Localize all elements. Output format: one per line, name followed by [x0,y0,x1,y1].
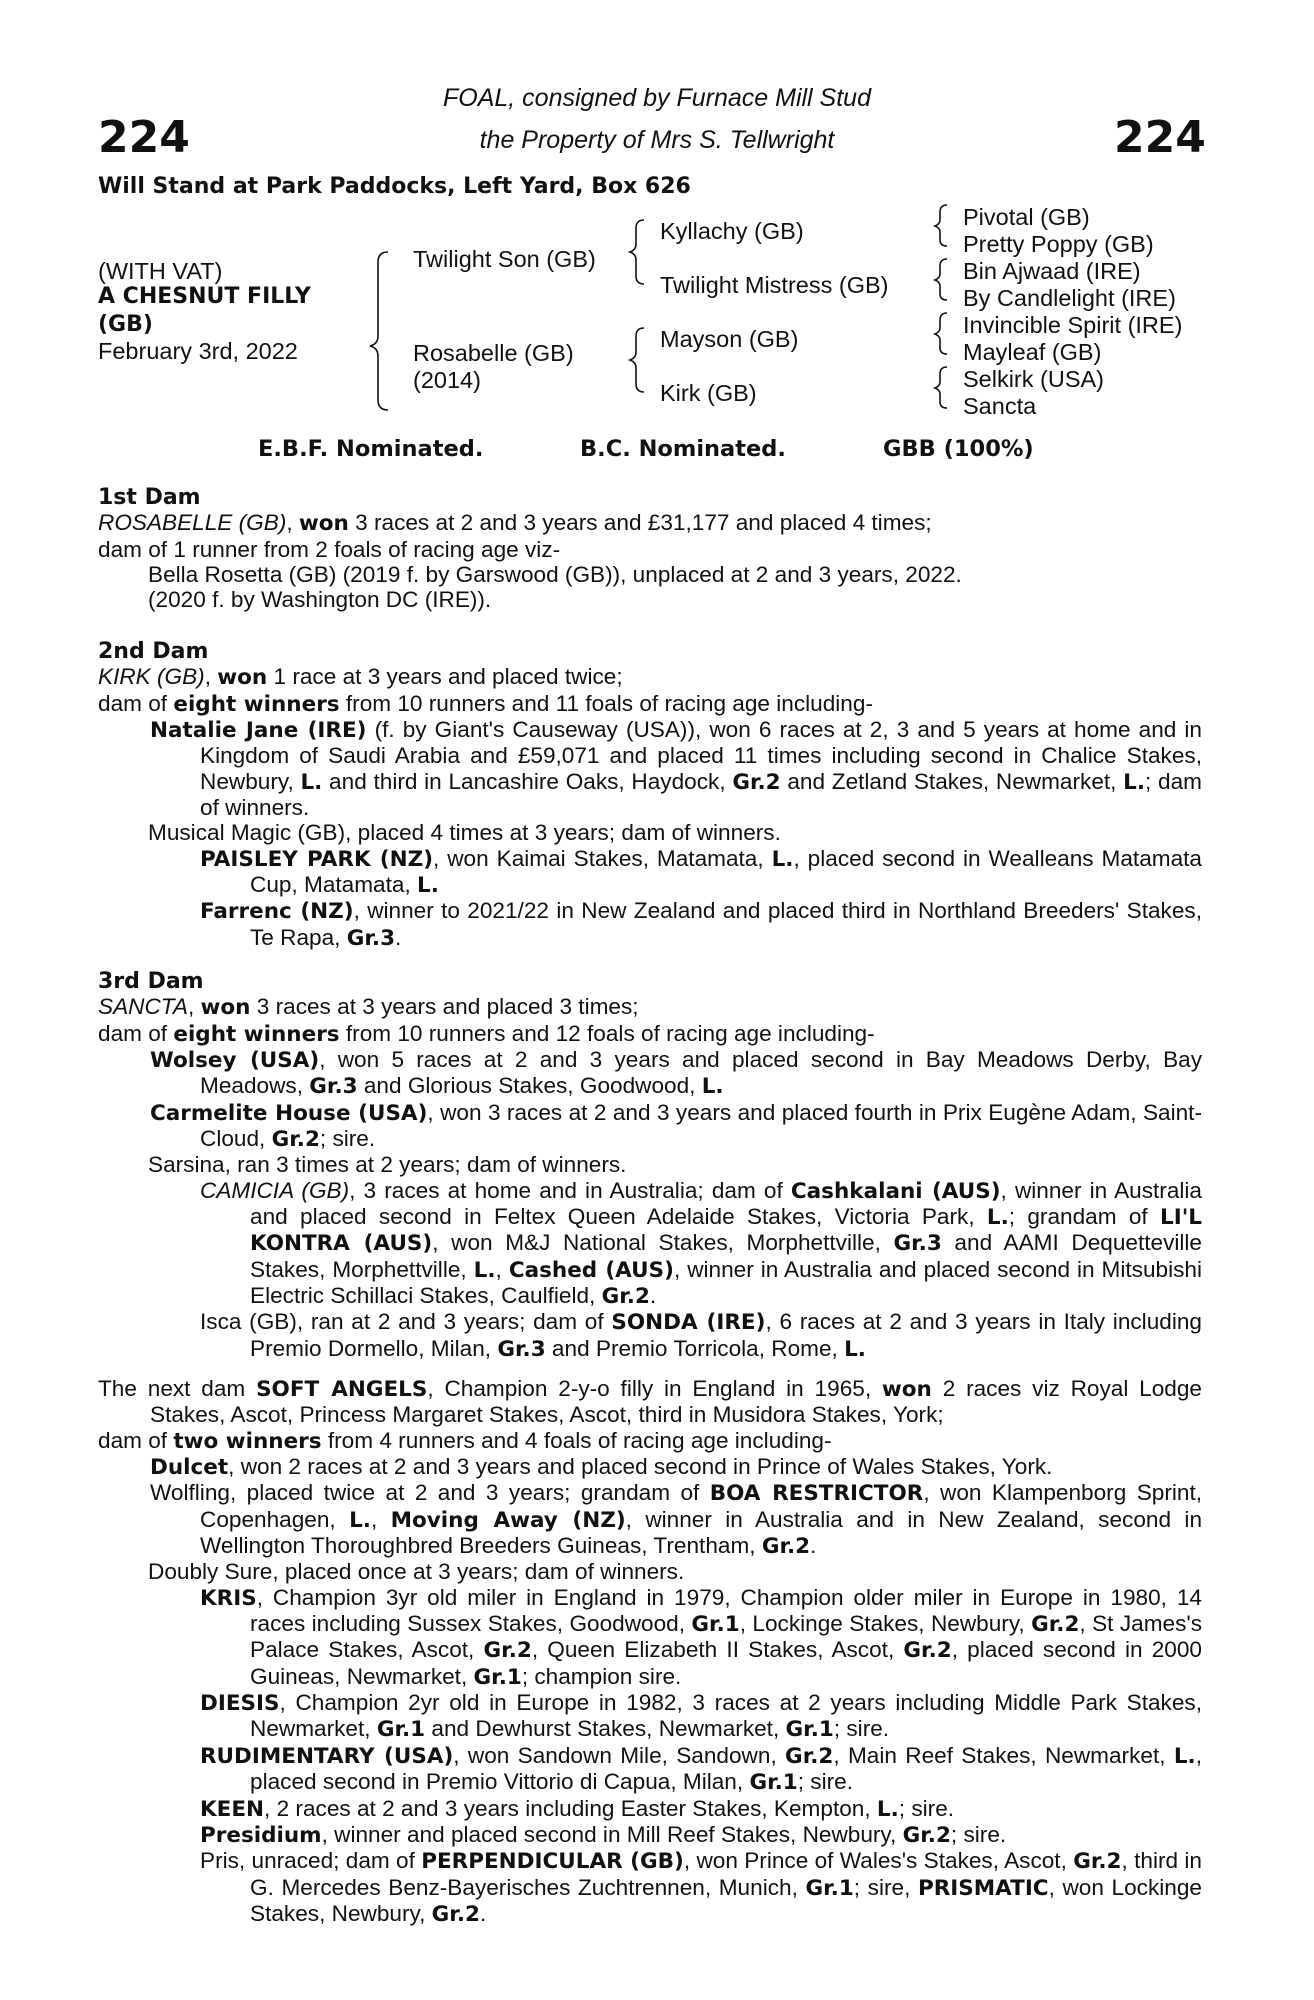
horse-name: Natalie Jane (IRE) [150,718,367,744]
text: ; sire, [853,1874,918,1900]
text: , 6 races at 2 and 3 years in Italy including Premio Dormello, Milan, [250,1309,1202,1361]
grade: Gr.3 [346,925,396,951]
text: ; champion sire. [521,1663,682,1689]
vat-note: (WITH VAT) [98,258,223,284]
horse-name-line2: (GB) [98,312,153,337]
horse-name: KRIS [200,1585,257,1611]
text: , 3 races at home and in Australia; dam of [349,1177,791,1203]
race-record: 3 races at 3 years and placed 3 times; [250,994,639,1020]
produce-summary [98,1428,1202,1454]
produce-entry: Bella Rosetta (GB) (2019 f. by Garswood (GB)), unplaced at 2 and 3 years, 2022. [148,562,962,588]
dam-name: KIRK (GB) [98,664,205,690]
next-dam-intro [98,1376,1202,1428]
grade: L. [1123,769,1146,795]
grade: L. [417,873,439,899]
pedigree-dam-sire: Mayson (GB) [660,326,799,352]
produce-entry [98,1796,1202,1822]
grade: Gr.2 [903,1638,952,1664]
grade: L. [844,1336,866,1362]
horse-name: Cashed (AUS) [508,1257,674,1283]
text: and AAMI Dequetteville Stakes, Morphettville, [250,1230,1202,1282]
pedigree-dam-dam: Kirk (GB) [660,380,757,406]
text: , won M&J National Stakes, Morphettville, [432,1230,894,1256]
winners-count: eight winners [173,691,340,717]
first-dam-section: 1st Dam ROSABELLE (GB), won 3 races at 2 and 3 years and £31,177 and placed 4 times; dam of 1 runner from 2 foals of racing age viz- Bella Rosetta (GB) (2019 f. by Garswood (GB)), unplaced at 2 and 3 years, 2022. (2020 f. by Washington DC (IRE)). [98,484,1202,613]
ebf-nomination: E.B.F. Nominated. [258,436,484,462]
horse-name: BOA RESTRICTOR [709,1481,924,1507]
property-line: the Property of Mrs S. Tellwright [479,126,835,154]
horse-name: SOFT ANGELS [256,1377,428,1402]
text: , Champion 2-y-o filly in England in 1965, [427,1376,882,1401]
lot-number-left: 224 [98,112,190,163]
text: ; sire. [319,1126,376,1152]
produce-entry [98,898,1202,951]
horse-name: CAMICIA (GB) [200,1177,350,1203]
horse-name: Cashkalani (AUS) [790,1178,1001,1204]
horse-name: Dulcet [150,1455,229,1481]
text: from 10 runners and 12 foals of racing age including- [339,1020,875,1046]
grade: L. [473,1257,496,1283]
produce-entry: (2020 f. by Washington DC (IRE)). [148,587,492,613]
text: dam of [98,1427,174,1453]
text: Isca (GB), ran at 2 and 3 years; dam of [200,1309,612,1335]
text: from 4 runners and 4 foals of racing age including- [321,1427,832,1453]
section-heading: 3rd Dam [98,969,204,994]
text: , Main Reef Stakes, Newmarket, [833,1742,1174,1768]
second-dam-section: 2nd Dam KIRK (GB), won 1 race at 3 years and placed twice; dam of eight winners from 10 runners and 11 foals of racing age including- Natalie Jane (IRE) (f. by Giant's Causeway (USA)), won 6 races at 2, 3 and 5 years at home and in Kingdom of Saudi Arabia and £59,071 and placed 11 times including second in Chalice Stakes, Newbury, L. and third in Lancashire Oaks, Haydock, Gr.2 and Zetland Stakes, Newmarket, L.; dam of winners. Musical Magic (GB), placed 4 times at 3 years; dam of winners. PAISLEY PARK (NZ), won Kaimai Stakes, Matamata, L., placed second in Wealleans Matamata Cup, Matamata, L. Farrenc (NZ), winner to 2021/22 in New Zealand and placed third in Northland Breeders' Stakes, Te Rapa, Gr.3. [98,639,1202,951]
grade: Gr.3 [497,1336,546,1362]
produce-entry [98,1822,1202,1848]
won-text: won [200,995,251,1021]
horse-name: Moving Away (NZ) [390,1507,626,1533]
produce-entry [98,1585,1202,1690]
lot-number-right: 224 [1114,112,1206,163]
pedigree-sire-sire: Kyllachy (GB) [660,218,804,244]
text: dam of [98,690,174,716]
grade: L. [300,769,323,795]
grade: Gr.1 [805,1875,854,1901]
horse-name: DIESIS [200,1691,280,1717]
produce-entry [98,717,1202,820]
text: , won Sandown Mile, Sandown, [453,1742,786,1768]
grade: L. [1173,1743,1196,1769]
grade: Gr.2 [1031,1612,1080,1638]
pedigree-gen3: Pretty Poppy (GB) [963,231,1154,257]
text: , Queen Elizabeth II Stakes, Ascot, [531,1637,904,1663]
text: and Premio Torricola, Rome, [545,1335,845,1361]
text: Pris, unraced; dam of [200,1848,422,1874]
horse-name: SONDA (IRE) [611,1310,766,1336]
grade: Gr.2 [1073,1849,1122,1875]
text: , won Klampenborg Sprint, Copenhagen, [200,1480,1202,1532]
text: , Champion 2yr old in Europe in 1982, 3 races at 2 years including Middle Park Stakes, Newmarket, [250,1690,1202,1742]
text: , Champion 3yr old miler in England in 1979, Champion older miler in Europe in 1980, 14 races including Sussex Stakes, Goodwood, [250,1584,1202,1637]
grade: L. [876,1796,899,1822]
text: (f. by Giant's Causeway (USA)), won 6 races at 2, 3 and 5 years at home and in Kingdom of Saudi Arabia and £59,071 and placed 11 times including second in Chalice Stakes, Newbury, [200,717,1202,794]
gbb-status: GBB (100%) [883,436,1034,462]
text: and Zetland Stakes, Newmarket, [780,768,1124,794]
horse-name: PERPENDICULAR (GB) [421,1849,684,1875]
text: ; dam of winners. [200,768,1202,821]
pedigree-gen3: Mayleaf (GB) [963,339,1102,365]
pedigree-dam: Rosabelle (GB) [413,340,574,366]
horse-name: Wolsey (USA) [150,1048,320,1074]
text: , winner to 2021/22 in New Zealand and placed third in Northland Breeders' Stakes, Te Rapa, [250,898,1202,950]
text: , won 3 races at 2 and 3 years and placed fourth in Prix Eugène Adam, Saint-Cloud, [200,1099,1202,1152]
produce-entry [98,1178,1202,1310]
pedigree-dam-year: (2014) [413,367,481,393]
text: and Dewhurst Stakes, Newmarket, [425,1716,786,1742]
foaling-date: February 3rd, 2022 [98,338,298,364]
produce-entry [98,1743,1202,1796]
produce-entry [98,1480,1202,1559]
horse-name: Carmelite House (USA) [150,1100,428,1126]
text: ; sire. [833,1716,890,1742]
produce-summary [98,1021,1202,1047]
grade: Gr.1 [376,1717,426,1743]
text: , won Lockinge Stakes, Newbury, [250,1874,1202,1926]
grade: Gr.2 [785,1743,834,1769]
text: , Lockinge Stakes, Newbury, [739,1611,1032,1637]
horse-name: LI'L KONTRA (AUS) [250,1205,1202,1257]
pedigree-gen3: Sancta [963,393,1037,419]
pedigree-brackets [0,0,1314,440]
section-heading: 2nd Dam [98,639,209,664]
dam-name: SANCTA [98,994,188,1020]
produce-entry [98,846,1202,899]
text: and third in Lancashire Oaks, Haydock, [322,768,733,794]
race-record: 3 races at 2 and 3 years and £31,177 and placed 4 times; [348,510,932,536]
text: , 2 races at 2 and 3 years including Easter Stakes, Kempton, [264,1795,877,1821]
grade: Gr.3 [893,1231,942,1257]
text: The next dam [98,1376,257,1401]
third-dam-section: 3rd Dam SANCTA, won 3 races at 3 years and placed 3 times; dam of eight winners from 10 runners and 12 foals of racing age including- Wolsey (USA), won 5 races at 2 and 3 years and placed second in Bay Meadows Derby, Bay Meadows, Gr.3 and Glorious Stakes, Goodwood, L. Carmelite House (USA), won 3 races at 2 and 3 years and placed fourth in Prix Eugène Adam, Saint-Cloud, Gr.2; sire. Sarsina, ran 3 times at 2 years; dam of winners. CAMICIA (GB), 3 races at home and in Australia; dam of Cashkalani (AUS), winner in Australia and placed second in Feltex Queen Adelaide Stakes, Victoria Park, L.; grandam of LI'L KONTRA (AUS), won M&J National Stakes, Morphettville, Gr.3 and AAMI Dequetteville Stakes, Morphettville, L., Cashed (AUS), winner in Australia and placed second in Mitsubishi Electric Schillaci Stakes, Caulfield, Gr.2. Isca (GB), ran at 2 and 3 years; dam of SONDA (IRE), 6 races at 2 and 3 years in Italy including Premio Dormello, Milan, Gr.3 and Premio Torricola, Rome, L. [98,969,1203,1362]
text: , won Kaimai Stakes, Matamata, [433,845,772,871]
produce-entry [98,1047,1202,1100]
grade: Gr.1 [691,1612,740,1638]
race-record: 1 race at 3 years and placed twice; [267,664,623,690]
horse-name: PRISMATIC [917,1875,1049,1901]
horse-name: RUDIMENTARY (USA) [200,1743,454,1769]
text: ; sire. [950,1821,1007,1847]
text: , winner and placed second in Mill Reef Stakes, Newbury, [321,1821,903,1847]
text: and Glorious Stakes, Goodwood, [357,1073,702,1099]
text: from 10 runners and 11 foals of racing age including- [339,690,873,716]
horse-name-line1: A CHESNUT FILLY [98,284,311,309]
winners-count: eight winners [173,1021,340,1047]
horse-name: Presidium [200,1822,322,1848]
grade: Gr.2 [902,1822,951,1848]
bc-nomination: B.C. Nominated. [580,436,786,462]
horse-name: KEEN [200,1796,265,1822]
pedigree-gen3: Pivotal (GB) [963,204,1090,230]
text: , placed second in Wealleans Matamata Cup, Matamata, [250,845,1202,898]
grade: L. [771,846,794,872]
grade: Gr.2 [271,1127,320,1153]
text: , St James's Palace Stakes, Ascot, [250,1611,1202,1663]
winners-count: two winners [173,1428,322,1454]
produce-entry [98,1848,1202,1927]
dam-name: ROSABELLE (GB) [98,510,287,536]
text: , [370,1506,391,1532]
text: . [479,1900,487,1926]
text: . [649,1283,657,1309]
text: , won Prince of Wales's Stakes, Ascot, [683,1848,1074,1874]
grade: L. [986,1205,1009,1231]
section-heading: 1st Dam [98,485,201,510]
horse-name: PAISLEY PARK (NZ) [200,846,434,872]
text: , winner in Australia and in New Zealand, second in Wellington Thoroughbred Breeders Guineas, Trentham, [200,1506,1203,1559]
produce-entry: Sarsina, ran 3 times at 2 years; dam of winners. [148,1152,627,1178]
grade: Gr.2 [601,1284,650,1310]
pedigree-sire-dam: Twilight Mistress (GB) [660,272,889,298]
consignor-line: FOAL, consigned by Furnace Mill Stud [443,84,871,112]
text: , winner in Australia and placed second in Feltex Queen Adelaide Stakes, Victoria Park, [250,1177,1203,1230]
next-dam-section [98,1376,1202,1927]
grade: Gr.2 [431,1901,480,1927]
produce-entry [98,1100,1202,1153]
grade: Gr.2 [483,1638,532,1664]
pedigree-gen3: Invincible Spirit (IRE) [963,312,1183,338]
grade: Gr.2 [732,769,781,795]
grade: L. [701,1074,724,1100]
produce-entry [98,1309,1202,1362]
text: , placed second in 2000 Guineas, Newmarket, [250,1637,1202,1689]
stand-location: Will Stand at Park Paddocks, Left Yard, Box 626 [98,174,691,199]
text: 2 races viz Royal Lodge Stakes, Ascot, Princess Margaret Stakes, Ascot, third in Musidora Stakes, York; [150,1376,1202,1428]
produce-entry [98,1690,1202,1743]
pedigree-gen3: Bin Ajwaad (IRE) [963,258,1141,284]
grade: Gr.1 [749,1770,798,1796]
text: , third in G. Mercedes Benz-Bayerisches Zuchtrennen, Munich, [250,1848,1202,1900]
won-text: won [217,665,268,691]
text: ; sire. [898,1795,955,1821]
text: , placed second in Premio Vittorio di Capua, Milan, [250,1742,1202,1795]
pedigree-sire: Twilight Son (GB) [413,246,596,272]
text: , won 5 races at 2 and 3 years and placed second in Bay Meadows Derby, Bay Meadows, [200,1047,1203,1099]
text: ; grandam of [1008,1204,1161,1230]
text: . [810,1533,817,1559]
pedigree-gen3: Selkirk (USA) [963,366,1105,392]
grade: Gr.2 [761,1534,811,1560]
produce-entry: Musical Magic (GB), placed 4 times at 3 years; dam of winners. [148,820,781,846]
text: Wolfling, placed twice at 2 and 3 years; grandam of [150,1480,710,1506]
pedigree-gen3: By Candlelight (IRE) [963,285,1176,311]
text: dam of [98,1020,174,1046]
produce-entry: Doubly Sure, placed once at 3 years; dam of winners. [148,1559,685,1585]
text: , won 2 races at 2 and 3 years and placed second in Prince of Wales Stakes, York. [228,1454,1053,1480]
produce-entry [98,1454,1202,1480]
text: , [495,1256,509,1282]
won-text: won [298,511,349,537]
produce-summary [98,691,1202,717]
horse-name: Farrenc (NZ) [200,899,354,925]
text: ; sire. [797,1769,853,1795]
text: . [395,924,402,950]
grade: Gr.3 [309,1074,358,1100]
produce-summary: dam of 1 runner from 2 foals of racing age viz- [98,536,561,562]
text: , winner in Australia and placed second in Mitsubishi Electric Schillaci Stakes, Caulfield, [250,1256,1202,1309]
grade: Gr.1 [785,1717,834,1743]
grade: Gr.1 [473,1664,522,1690]
won-text: won [881,1377,932,1402]
grade: L. [349,1507,371,1533]
